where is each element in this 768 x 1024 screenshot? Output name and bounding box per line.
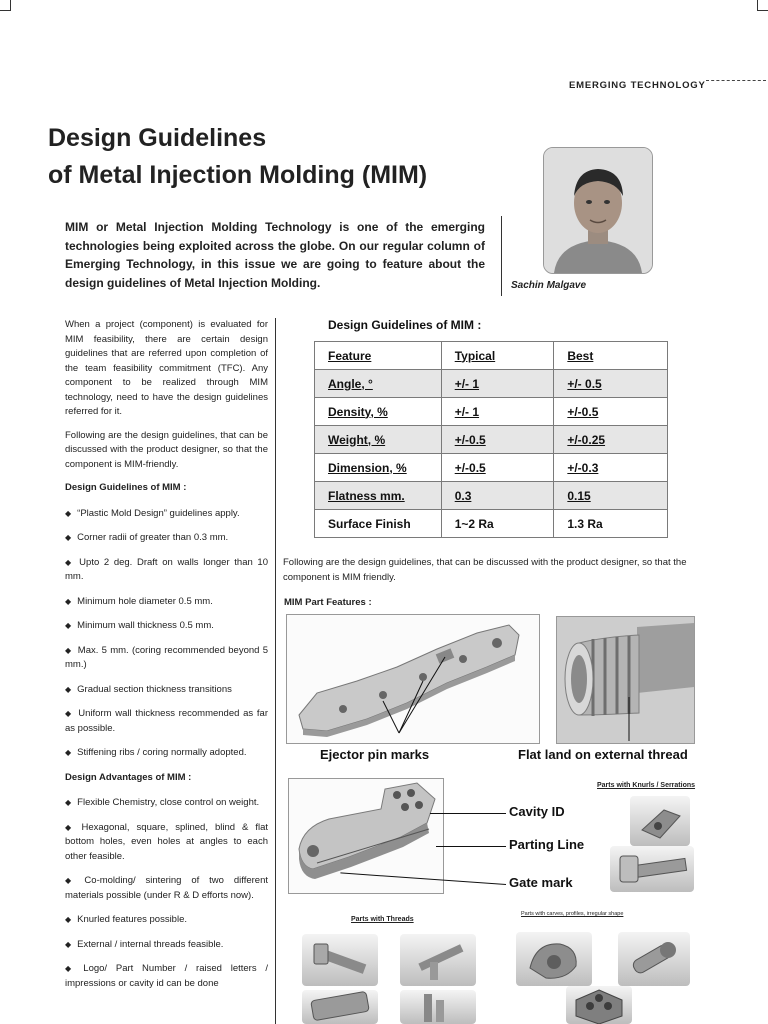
table-cell: 1.3 Ra: [554, 510, 668, 538]
diamond-bullet-icon: ◆: [65, 596, 72, 606]
diamond-bullet-icon: ◆: [65, 508, 72, 518]
ejector-pin-figure: [286, 614, 540, 744]
title-line-1: Design Guidelines: [48, 124, 267, 152]
guidelines-heading: Design Guidelines of MIM :: [65, 482, 187, 493]
table-row: [315, 454, 668, 482]
guideline-item: ◆ Minimum wall thickness 0.5 mm.: [65, 620, 214, 631]
carves-label: Parts with carves, profiles, irregular shape: [521, 911, 624, 917]
left-column: [65, 318, 268, 1001]
table-header-cell: Feature: [315, 342, 442, 370]
diamond-bullet-icon: ◆: [65, 621, 72, 630]
intro-paragraph: MIM or Metal Injection Molding Technology is one of the emerging technologies being exploited across the globe. On our regular column of Emerging Technology, in this issue we are going to feature about the design guidelines of Metal Injection Molding.: [65, 220, 485, 290]
table-cell: Surface Finish: [315, 510, 442, 538]
table-cell: +/- 1: [441, 370, 554, 398]
advantage-item: ◆ External / internal threads feasible.: [65, 938, 224, 950]
parting-line-caption: Parting Line: [509, 837, 585, 852]
threaded-part-thumbnail: [302, 934, 378, 986]
irregular-part-thumbnail: [516, 932, 592, 986]
external-thread-figure: [556, 616, 695, 744]
advantage-item: ◆ Co-molding/ sintering of two different materials possible (under R & D efforts now).: [65, 875, 269, 901]
table-header-cell: Best: [554, 342, 668, 370]
guideline-item: ◆ Minimum hole diameter 0.5 mm.: [65, 595, 213, 607]
irregular-part-thumbnail: [618, 932, 690, 986]
table-cell: +/-0.5: [554, 398, 668, 426]
table-row: [315, 370, 668, 398]
article-title: [48, 120, 427, 194]
flat-land-caption: Flat land on external thread: [518, 747, 688, 762]
advantage-item: ◆ Flexible Chemistry, close control on weight.: [65, 797, 260, 808]
left-paragraph-2: Following are the design guidelines, that can be discussed with the product designer, so that the component is MIM-friendly.: [65, 429, 268, 470]
cavity-id-caption: Cavity ID: [509, 804, 565, 819]
author-photo: [543, 147, 653, 274]
guideline-item: ◆ Upto 2 deg. Draft on walls longer than 10 mm.: [65, 556, 268, 582]
section-label: EMERGING TECHNOLOGY: [569, 80, 706, 91]
left-paragraph-1: When a project (component) is evaluated for MIM feasibility, there are certain design guidelines that are referred upon completion of the team feasibility commitment (TFC). Any component to be realized through MIM technology, need to have the design guidelines referred for it.: [65, 319, 268, 417]
column-divider: [275, 318, 276, 1024]
threaded-part-thumbnail: [400, 934, 476, 986]
diamond-bullet-icon: ◆: [65, 645, 72, 655]
table-cell: +/-0.5: [441, 426, 554, 454]
table-cell: +/-0.5: [441, 454, 554, 482]
guideline-item: ◆ Max. 5 mm. (coring recommended beyond 5 mm.): [65, 644, 269, 670]
table-cell: Dimension, %: [315, 454, 442, 482]
threaded-part-thumbnail: [302, 990, 378, 1024]
title-line-2: of Metal Injection Molding (MIM): [48, 161, 428, 189]
table-cell: Density, %: [315, 398, 442, 426]
table-cell: 0.3: [441, 482, 554, 510]
guideline-item: ◆ Gradual section thickness transitions: [65, 683, 232, 695]
table-header-row: [315, 342, 668, 370]
table-cell: Angle, °: [315, 370, 442, 398]
cavity-part-figure: [288, 778, 444, 894]
parting-leader-line: [436, 846, 506, 847]
features-heading: MIM Part Features :: [284, 597, 372, 608]
diamond-bullet-icon: ◆: [65, 939, 72, 949]
table-row: [315, 426, 668, 454]
knurls-label: Parts with Knurls / Serrations: [597, 782, 696, 789]
table-title: Design Guidelines of MIM :: [328, 318, 482, 332]
guidelines-table: [314, 341, 668, 538]
section-rule: [706, 80, 766, 81]
diamond-bullet-icon: ◆: [65, 876, 79, 885]
table-cell: +/-0.3: [554, 454, 668, 482]
irregular-part-thumbnail: [566, 986, 632, 1024]
author-name: Sachin Malgave: [511, 280, 587, 291]
table-cell: +/-0.25: [554, 426, 668, 454]
table-row: [315, 482, 668, 510]
guideline-item: ◆ Corner radii of greater than 0.3 mm.: [65, 532, 229, 543]
guideline-item: ◆ Uniform wall thickness recommended as far as possible.: [65, 708, 268, 734]
ejector-pin-caption: Ejector pin marks: [320, 747, 430, 762]
crop-mark-top-left: [0, 0, 11, 11]
table-row: [315, 510, 668, 538]
diamond-bullet-icon: ◆: [65, 533, 72, 542]
crop-mark-top-right: [757, 0, 768, 11]
table-cell: 0.15: [554, 482, 668, 510]
right-paragraph: Following are the design guidelines, that can be discussed with the product designer, so that the component is MIM friendly.: [283, 557, 687, 583]
diamond-bullet-icon: ◆: [65, 709, 73, 718]
table-cell: +/- 0.5: [554, 370, 668, 398]
table-cell: Flatness mm.: [315, 482, 442, 510]
diamond-bullet-icon: ◆: [65, 798, 72, 807]
diamond-bullet-icon: ◆: [65, 748, 72, 757]
threads-label: Parts with Threads: [351, 916, 414, 923]
table-cell: Weight, %: [315, 426, 442, 454]
table-cell: 1~2 Ra: [441, 510, 554, 538]
table-header-cell: Typical: [441, 342, 554, 370]
diamond-bullet-icon: ◆: [65, 915, 72, 924]
advantage-item: ◆ Hexagonal, square, splined, blind & flat bottom holes, even holes at angles to each other feasible.: [65, 821, 268, 862]
gate-mark-caption: Gate mark: [509, 875, 573, 890]
guideline-item: ◆ “Plastic Mold Design” guidelines apply.: [65, 507, 240, 519]
advantages-heading: Design Advantages of MIM :: [65, 771, 192, 783]
intro-divider: [501, 216, 502, 296]
guideline-item: ◆ Stiffening ribs / coring normally adopted.: [65, 747, 247, 758]
cavity-leader-line: [430, 813, 506, 814]
knurl-part-thumbnail: [630, 796, 690, 846]
serration-part-thumbnail: [610, 846, 694, 892]
diamond-bullet-icon: ◆: [65, 557, 74, 567]
advantage-item: ◆ Knurled features possible.: [65, 914, 187, 925]
diamond-bullet-icon: ◆: [65, 822, 76, 832]
table-cell: +/- 1: [441, 398, 554, 426]
advantage-item: ◆ Logo/ Part Number / raised letters / impressions or cavity id can be done: [65, 963, 268, 989]
table-row: [315, 398, 668, 426]
threaded-part-thumbnail: [400, 990, 476, 1024]
diamond-bullet-icon: ◆: [65, 684, 72, 694]
diamond-bullet-icon: ◆: [65, 964, 78, 973]
